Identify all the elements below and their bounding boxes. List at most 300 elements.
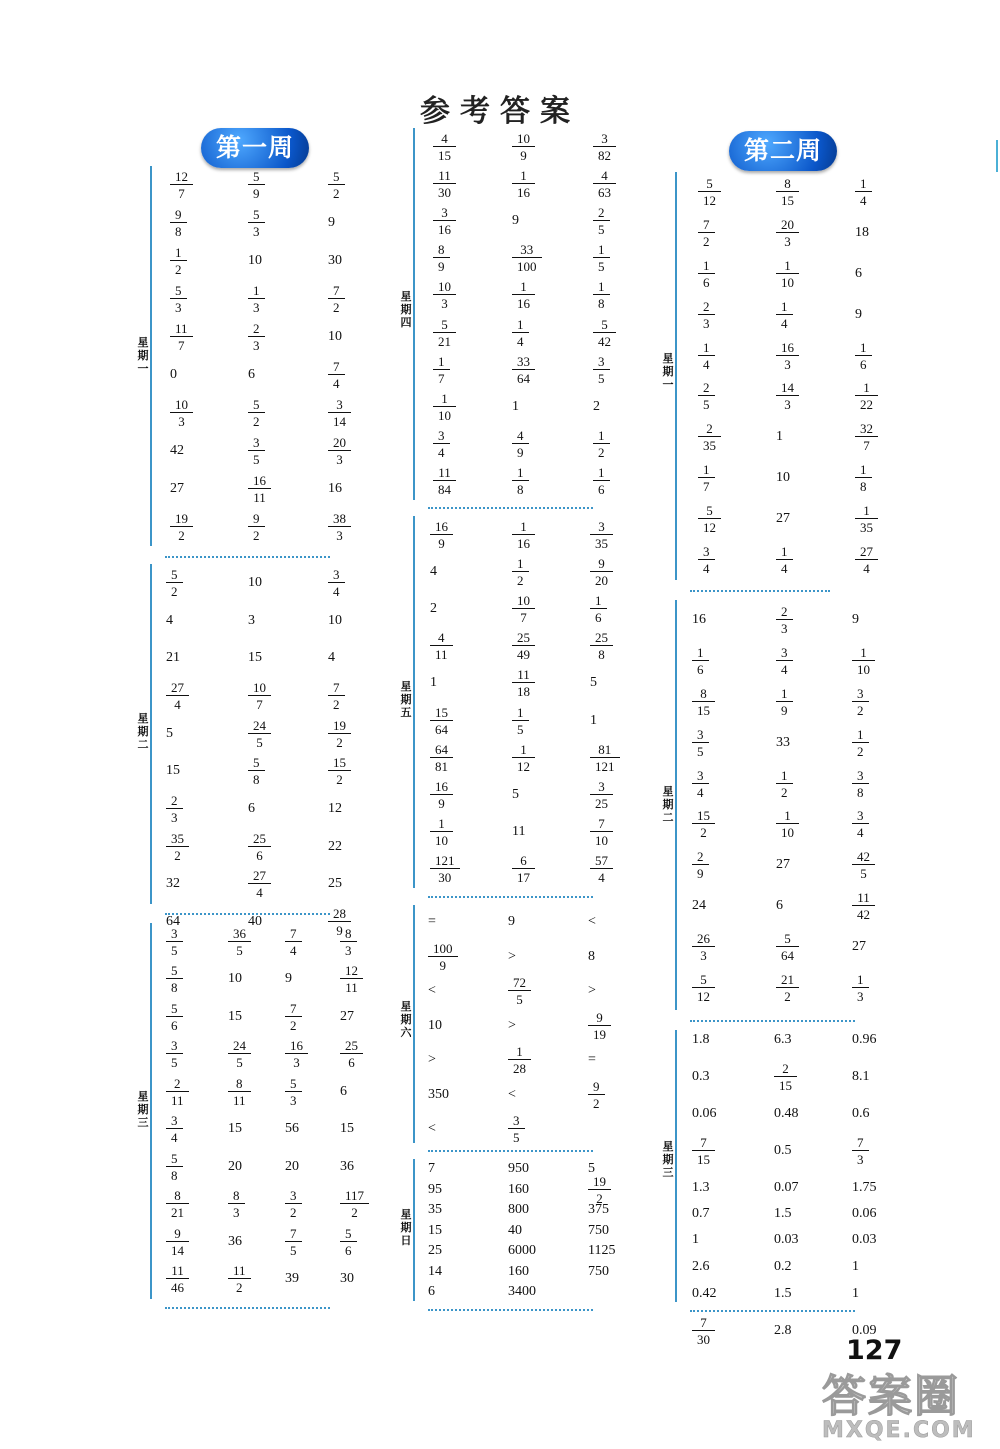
answer-cell [285,1036,340,1074]
numerator: 7 [852,1136,869,1151]
numerator: 25 [248,832,271,847]
numerator: 1 [698,341,715,356]
answer-cell [285,1223,340,1261]
answer-cell [512,590,590,627]
denominator: 4 [333,583,340,599]
denominator: 35 [703,438,716,454]
denominator: 17 [517,870,530,886]
answer-grid [428,905,648,1147]
fraction [512,132,535,162]
numerator: 7 [328,681,345,696]
denominator: 7 [256,696,263,712]
numerator: 16 [285,1039,308,1054]
answer-cell [170,508,248,546]
answer-cell: 35 [428,1202,442,1218]
numerator: 2 [593,206,610,221]
answer-cell: 6 [855,265,862,281]
denominator: 18 [517,684,530,700]
day-section-w1-sun [400,1159,648,1301]
numerator: 3 [593,355,610,370]
fraction [593,466,610,496]
fraction [590,631,613,661]
answer-cell [340,923,400,961]
fraction [512,557,529,587]
answer-cell: 30 [340,1271,354,1287]
answer-cell [852,845,912,886]
answer-cell [166,1186,228,1224]
denominator: 35 [595,535,608,551]
edge-mark [996,140,998,172]
denominator: 5 [256,734,263,750]
answer-cell: 30 [328,253,342,268]
numerator: 121 [430,854,460,869]
denominator: 2 [784,988,791,1004]
answer-cell [852,967,912,1008]
denominator: 64 [781,947,794,963]
answer-cell [593,240,653,277]
section-divider [428,1150,593,1152]
answer-cell: 1.3 [692,1180,710,1195]
answer-cell [170,204,248,242]
fraction [512,355,535,385]
answer-cell: 1 [512,398,519,414]
numerator: 57 [590,854,613,869]
answer-cell [512,516,590,553]
answer-cell: 27 [340,1008,354,1024]
fraction [248,512,265,542]
fraction [166,568,183,598]
denominator: 8 [860,478,867,494]
fraction [776,769,793,799]
denominator: 28 [513,1061,526,1077]
denominator: 3 [857,1152,864,1167]
answer-cell [776,376,855,417]
numerator: 15 [328,756,351,771]
numerator: 5 [248,170,265,185]
denominator: 5 [598,370,605,386]
numerator: 5 [248,398,265,413]
answer-cell: 2.8 [774,1323,792,1338]
numerator: 25 [512,631,535,646]
numerator: 26 [692,932,715,947]
answer-cell: 5 [588,1161,595,1177]
numerator: 1 [698,259,715,274]
answer-cell: 20 [228,1158,242,1174]
fraction [692,973,715,1003]
fraction [852,891,875,921]
fraction [593,132,616,162]
numerator: 8 [340,927,357,942]
answer-cell [433,277,512,314]
answer-cell: 10 [428,1017,442,1033]
answer-cell: 0 [170,367,177,382]
answer-cell [855,335,915,376]
answer-cell: 56 [285,1121,299,1137]
answer-grid [692,1030,912,1352]
answer-cell: 2 [430,600,437,616]
answer-cell: 12 [328,800,342,816]
denominator: 7 [178,338,185,353]
numerator: 5 [340,1227,357,1242]
answer-cell [512,314,593,351]
fraction [328,398,351,428]
denominator: 30 [438,184,451,200]
fraction [328,756,351,786]
numerator: 3 [590,780,613,795]
answer-cell [170,394,248,432]
denominator: 7 [520,609,527,625]
answer-cell: 27 [852,938,866,954]
fraction [285,1189,302,1219]
numerator: 9 [248,512,265,527]
denominator: 5 [236,942,243,958]
numerator: 3 [328,398,351,413]
answer-cell: = [428,914,436,930]
day-rule [413,1159,415,1301]
day-label: 星期四 [400,290,412,329]
numerator: 100 [428,942,458,957]
answer-cell [776,682,852,723]
answer-cell [855,376,915,417]
day-section-w2-mon [662,172,915,580]
fraction [228,1039,251,1069]
denominator: 5 [516,992,523,1008]
denominator: 4 [333,376,340,391]
answer-cell [692,1130,774,1172]
answer-cell [698,539,776,580]
fraction [852,769,869,799]
fraction [593,429,610,459]
fraction [433,429,450,459]
numerator: 36 [228,927,251,942]
fraction [248,869,271,899]
answer-cell [698,172,776,213]
fraction [593,355,610,385]
numerator: 33 [512,355,535,370]
answer-cell: 15 [228,1121,242,1137]
answer-cell [228,1261,285,1299]
answer-cell: 0.06 [692,1106,717,1121]
denominator: 2 [175,262,182,277]
fraction [588,1011,611,1041]
day-rule [150,923,152,1299]
fraction [692,646,709,676]
answer-cell [698,458,776,499]
denominator: 3 [781,621,788,637]
fraction [590,594,607,624]
fraction [328,284,345,314]
answer-cell [588,1009,648,1044]
day-section-w1-sat [400,905,648,1146]
answer-cell: 1.8 [692,1032,710,1047]
answer-cell: 1 [852,1259,859,1274]
denominator: 5 [703,397,710,413]
fraction [248,832,271,862]
day-label: 星期六 [400,1000,412,1039]
denominator: 11 [253,490,266,505]
numerator: 8 [166,1189,189,1204]
numerator: 5 [285,1077,302,1092]
denominator: 4 [860,193,867,209]
fraction [698,463,715,493]
answer-cell [433,240,512,277]
denominator: 5 [513,1130,520,1146]
denominator: 10 [595,833,608,849]
numerator: 42 [852,850,875,865]
numerator: 1 [776,687,793,702]
answer-cell: 15 [248,650,262,666]
numerator: 8 [228,1189,245,1204]
answer-cell [590,776,650,813]
fraction [433,466,456,496]
numerator: 1 [430,817,453,832]
answer-cell [248,470,328,508]
numerator: 2 [698,422,721,437]
answer-cell [774,1056,852,1098]
fraction [508,1114,525,1144]
answer-cell: 16 [328,481,342,496]
fraction [248,681,271,711]
denominator: 10 [435,833,448,849]
numerator: 24 [248,719,271,734]
answer-cell: < [428,983,436,999]
fraction [430,706,453,736]
fraction [855,177,872,207]
day-rule [675,172,677,580]
answer-cell [328,432,388,470]
numerator: 5 [692,973,715,988]
denominator: 22 [860,397,873,413]
numerator: 81 [590,743,620,758]
denominator: 4 [781,662,788,678]
answer-cell [166,923,228,961]
denominator: 2 [171,583,178,599]
answer-cell [698,254,776,295]
numerator: 10 [433,280,456,295]
section-divider [690,590,830,592]
day-rule [675,600,677,1010]
answer-cell: 0.03 [774,1232,799,1247]
answer-cell: 15 [340,1121,354,1137]
denominator: 4 [171,1130,178,1146]
fraction [776,341,799,371]
denominator: 21 [438,333,451,349]
fraction [593,169,616,199]
answer-cell [852,1130,912,1172]
fraction [248,284,265,314]
answer-cell [248,204,328,242]
fraction [855,504,878,534]
page-number: 127 [846,1335,903,1366]
denominator: 3 [253,300,260,315]
denominator: 2 [290,1017,297,1033]
numerator: 15 [692,809,715,824]
fraction [328,568,345,598]
answer-cell [512,128,593,165]
numerator: 5 [166,964,183,979]
denominator: 2 [857,743,864,759]
day-label: 星期一 [662,352,674,391]
numerator: 16 [776,341,799,356]
answer-cell: 1 [776,429,783,445]
answer-cell [430,851,512,888]
answer-cell [593,128,653,165]
denominator: 4 [256,885,263,901]
numerator: 64 [430,743,453,758]
denominator: 2 [178,528,185,543]
numerator: 25 [590,631,613,646]
answer-cell: 800 [508,1202,529,1218]
numerator: 1 [593,429,610,444]
answer-cell [590,516,650,553]
numerator: 5 [166,568,183,583]
fraction [228,1077,251,1107]
answer-cell [698,335,776,376]
denominator: 9 [697,866,704,882]
denominator: 4 [703,560,710,576]
numerator: 1 [776,769,793,784]
numerator: 4 [512,429,529,444]
answer-cell [166,1111,228,1149]
numerator: 33 [512,243,542,258]
numerator: 9 [166,1227,189,1242]
denominator: 4 [438,445,445,461]
denominator: 6 [348,1055,355,1071]
answer-cell: 0.03 [852,1232,877,1247]
numerator: 2 [776,605,793,620]
numerator: 19 [588,1175,611,1190]
answer-cell [248,166,328,204]
fraction [698,300,715,330]
denominator: 5 [598,259,605,275]
answer-cell [855,539,915,580]
answer-cell [588,1112,648,1147]
fraction [166,927,183,957]
fraction [698,341,715,371]
numerator: 9 [590,557,613,572]
answer-cell [285,1073,340,1111]
fraction [590,780,613,810]
answer-cell [170,318,248,356]
numerator: 1 [855,381,878,396]
denominator: 8 [517,482,524,498]
numerator: 5 [698,177,721,192]
fraction [430,817,453,847]
fraction [512,429,529,459]
denominator: 3 [700,947,707,963]
numerator: 2 [698,381,715,396]
answer-grid [692,600,912,1008]
fraction [692,1136,715,1166]
numerator: 3 [852,769,869,784]
denominator: 16 [517,296,530,312]
numerator: 3 [248,436,265,451]
denominator: 16 [438,221,451,237]
answer-cell [166,677,248,715]
day-label: 星期三 [662,1140,674,1179]
denominator: 2 [703,234,710,250]
numerator: 2 [692,850,709,865]
answer-cell [340,1186,400,1224]
fraction [512,668,535,698]
denominator: 5 [860,866,867,882]
numerator: 1 [512,280,535,295]
answer-cell: 15 [228,1008,242,1024]
answer-cell: 1 [852,1286,859,1301]
answer-cell [430,739,512,776]
answer-cell: 0.07 [774,1180,799,1195]
numerator: 7 [698,218,715,233]
numerator: 1 [593,280,610,295]
numerator: 2 [248,322,265,337]
answer-cell: 8 [588,948,595,964]
numerator: 1 [508,1045,531,1060]
fraction [590,520,613,550]
answer-cell: 9 [508,914,515,930]
fraction [170,512,193,542]
numerator: 72 [508,976,531,991]
answer-cell [776,213,855,254]
numerator: 11 [170,322,193,337]
denominator: 2 [253,414,260,429]
numerator: 3 [166,1114,183,1129]
numerator: 7 [285,1002,302,1017]
denominator: 30 [438,870,452,886]
answer-cell: 1 [590,712,597,728]
answer-cell [698,294,776,335]
numerator: 1 [852,728,869,743]
fraction [590,743,620,773]
answer-cell [698,498,776,539]
denominator: 35 [860,519,873,535]
answer-cell [166,790,248,828]
day-rule [413,905,415,1143]
answer-cell [776,926,852,967]
fraction [698,422,721,452]
denominator: 6 [345,1242,352,1258]
numerator: 3 [508,1114,525,1129]
answer-cell [228,1036,285,1074]
answer-cell: 4 [328,650,335,666]
answer-cell: 0.3 [692,1069,710,1084]
fraction [166,1114,183,1144]
answer-cell: 2.6 [692,1259,710,1274]
answer-cell [166,998,228,1036]
denominator: 100 [517,259,537,275]
fraction [170,322,193,352]
fraction [512,854,535,884]
answer-cell [285,923,340,961]
numerator: 1 [512,743,535,758]
answer-cell [328,394,388,432]
answer-cell [248,508,328,546]
denominator: 14 [333,414,346,429]
answer-cell [593,314,653,351]
answer-cell [166,828,248,866]
fraction [698,545,715,575]
answer-cell [692,641,776,682]
fraction [433,318,456,348]
answer-cell [248,677,328,715]
numerator: 15 [430,706,453,721]
denominator: 7 [438,370,445,386]
answer-cell [328,508,388,546]
answer-cell [593,165,653,202]
fraction [433,355,450,385]
numerator: 27 [855,545,878,560]
answer-cell: = [588,1052,596,1068]
answer-cell: 95 [428,1181,442,1197]
